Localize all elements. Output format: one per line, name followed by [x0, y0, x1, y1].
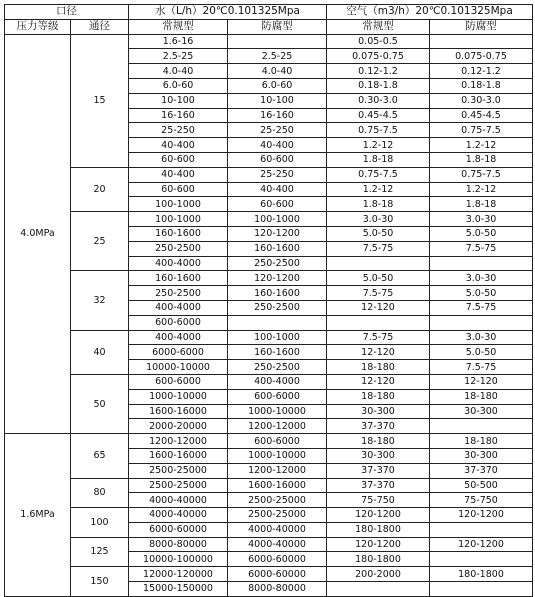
cell-water-anticorrosion: 160-1600 [228, 345, 327, 360]
cell-water-anticorrosion: 600-6000 [228, 434, 327, 449]
cell-air-normal: 5.0-50 [327, 226, 430, 241]
cell-air-anticorrosion: 120-1200 [430, 508, 533, 523]
cell-water-normal: 60-600 [129, 182, 228, 197]
cell-air-normal: 0.18-1.8 [327, 78, 430, 93]
nominal-diameter-cell: 80 [71, 478, 129, 508]
cell-air-anticorrosion [430, 552, 533, 567]
cell-air-anticorrosion: 75-750 [430, 493, 533, 508]
cell-water-anticorrosion: 250-2500 [228, 256, 327, 271]
cell-air-normal: 0.05-0.5 [327, 34, 430, 49]
cell-air-anticorrosion: 180-1800 [430, 567, 533, 582]
nominal-diameter-cell: 100 [71, 508, 129, 538]
cell-water-anticorrosion: 160-1600 [228, 241, 327, 256]
table-row [5, 374, 533, 389]
cell-water-normal: 4000-40000 [129, 508, 228, 523]
cell-air-normal: 37-370 [327, 419, 430, 434]
cell-air-anticorrosion: 5.0-50 [430, 286, 533, 301]
header-water-anticorrosion: 防腐型 [228, 19, 327, 34]
cell-air-normal: 200-2000 [327, 567, 430, 582]
header-air: 空气（m3/h）20℃0.101325Mpa [327, 5, 533, 20]
cell-air-normal: 0.75-7.5 [327, 123, 430, 138]
cell-water-anticorrosion: 1000-10000 [228, 404, 327, 419]
cell-water-normal: 400-4000 [129, 300, 228, 315]
cell-water-normal: 400-4000 [129, 330, 228, 345]
cell-water-anticorrosion [228, 34, 327, 49]
cell-air-anticorrosion [430, 315, 533, 330]
cell-water-anticorrosion: 40-400 [228, 182, 327, 197]
nominal-diameter-cell: 32 [71, 271, 129, 330]
cell-water-anticorrosion: 1200-12000 [228, 463, 327, 478]
cell-water-normal: 2500-25000 [129, 478, 228, 493]
cell-water-normal: 2000-20000 [129, 419, 228, 434]
cell-water-normal: 8000-80000 [129, 537, 228, 552]
table-row [5, 34, 533, 49]
header-caliber: 口径 [5, 5, 129, 20]
cell-air-anticorrosion: 5.0-50 [430, 226, 533, 241]
cell-air-normal: 7.5-75 [327, 241, 430, 256]
nominal-diameter-cell: 65 [71, 434, 129, 478]
pressure-class-cell: 4.0MPa [5, 34, 71, 434]
nominal-diameter-cell: 150 [71, 567, 129, 597]
cell-water-anticorrosion: 60-600 [228, 197, 327, 212]
table-row [5, 212, 533, 227]
cell-air-normal: 30-300 [327, 448, 430, 463]
cell-water-normal: 250-2500 [129, 286, 228, 301]
cell-water-normal: 1200-12000 [129, 434, 228, 449]
cell-water-anticorrosion: 25-250 [228, 167, 327, 182]
cell-water-normal: 25-250 [129, 123, 228, 138]
cell-water-normal: 2.5-25 [129, 49, 228, 64]
cell-air-anticorrosion: 3.0-30 [430, 271, 533, 286]
cell-air-normal: 1.2-12 [327, 138, 430, 153]
cell-water-anticorrosion: 6000-60000 [228, 567, 327, 582]
cell-air-anticorrosion: 30-300 [430, 404, 533, 419]
cell-air-normal: 18-180 [327, 360, 430, 375]
cell-water-anticorrosion: 250-2500 [228, 360, 327, 375]
cell-water-anticorrosion: 4.0-40 [228, 64, 327, 79]
cell-air-anticorrosion: 5.0-50 [430, 345, 533, 360]
cell-air-normal: 7.5-75 [327, 330, 430, 345]
table-row [5, 271, 533, 286]
flow-range-table [4, 4, 533, 597]
nominal-diameter-cell: 25 [71, 212, 129, 271]
cell-water-normal: 6.0-60 [129, 78, 228, 93]
cell-air-anticorrosion: 1.2-12 [430, 138, 533, 153]
cell-air-normal: 75-750 [327, 493, 430, 508]
cell-water-normal: 2500-25000 [129, 463, 228, 478]
cell-air-anticorrosion: 7.5-75 [430, 241, 533, 256]
cell-air-anticorrosion: 0.30-3.0 [430, 93, 533, 108]
table-row [5, 330, 533, 345]
cell-water-normal: 1.6-16 [129, 34, 228, 49]
cell-air-normal: 1.8-18 [327, 152, 430, 167]
cell-air-anticorrosion: 1.8-18 [430, 152, 533, 167]
cell-air-normal: 0.30-3.0 [327, 93, 430, 108]
cell-water-anticorrosion: 2500-25000 [228, 493, 327, 508]
cell-air-anticorrosion: 37-370 [430, 463, 533, 478]
cell-air-normal: 12-120 [327, 300, 430, 315]
cell-air-normal: 3.0-30 [327, 212, 430, 227]
cell-air-anticorrosion: 120-1200 [430, 537, 533, 552]
cell-air-anticorrosion [430, 522, 533, 537]
cell-water-normal: 250-2500 [129, 241, 228, 256]
nominal-diameter-cell: 40 [71, 330, 129, 374]
cell-air-anticorrosion: 0.75-7.5 [430, 167, 533, 182]
cell-water-anticorrosion: 40-400 [228, 138, 327, 153]
cell-water-normal: 10000-10000 [129, 360, 228, 375]
cell-water-normal: 40-400 [129, 138, 228, 153]
header-air-normal: 常规型 [327, 19, 430, 34]
cell-air-normal: 1.8-18 [327, 197, 430, 212]
cell-water-normal: 4.0-40 [129, 64, 228, 79]
table-body [5, 34, 533, 596]
cell-water-anticorrosion: 400-4000 [228, 374, 327, 389]
cell-water-normal: 600-6000 [129, 315, 228, 330]
cell-air-normal: 120-1200 [327, 537, 430, 552]
cell-air-normal [327, 582, 430, 597]
cell-air-normal [327, 256, 430, 271]
cell-water-anticorrosion: 25-250 [228, 123, 327, 138]
cell-water-anticorrosion: 1200-12000 [228, 419, 327, 434]
cell-water-normal: 400-4000 [129, 256, 228, 271]
table-row [5, 478, 533, 493]
cell-air-normal: 0.75-7.5 [327, 167, 430, 182]
cell-air-normal [327, 315, 430, 330]
cell-water-anticorrosion: 100-1000 [228, 330, 327, 345]
table-row [5, 537, 533, 552]
cell-water-normal: 1600-16000 [129, 448, 228, 463]
table-row [5, 167, 533, 182]
cell-air-normal: 5.0-50 [327, 271, 430, 286]
cell-air-anticorrosion: 18-180 [430, 389, 533, 404]
cell-water-normal: 15000-150000 [129, 582, 228, 597]
cell-water-normal: 100-1000 [129, 197, 228, 212]
cell-air-normal: 0.075-0.75 [327, 49, 430, 64]
cell-air-anticorrosion: 30-300 [430, 448, 533, 463]
cell-water-anticorrosion [228, 315, 327, 330]
cell-air-normal: 0.45-4.5 [327, 108, 430, 123]
cell-water-normal: 10-100 [129, 93, 228, 108]
cell-air-anticorrosion [430, 582, 533, 597]
cell-water-anticorrosion: 10-100 [228, 93, 327, 108]
cell-air-anticorrosion: 0.75-7.5 [430, 123, 533, 138]
cell-water-anticorrosion: 160-1600 [228, 286, 327, 301]
cell-air-anticorrosion: 0.18-1.8 [430, 78, 533, 93]
cell-air-anticorrosion: 18-180 [430, 434, 533, 449]
cell-water-anticorrosion: 16-160 [228, 108, 327, 123]
cell-water-normal: 10000-100000 [129, 552, 228, 567]
table-row [5, 508, 533, 523]
cell-air-normal: 12-120 [327, 374, 430, 389]
nominal-diameter-cell: 50 [71, 374, 129, 433]
cell-water-normal: 6000-60000 [129, 522, 228, 537]
cell-water-anticorrosion: 6000-60000 [228, 552, 327, 567]
cell-water-normal: 600-6000 [129, 374, 228, 389]
cell-water-normal: 60-600 [129, 152, 228, 167]
cell-water-normal: 160-1600 [129, 271, 228, 286]
header-pressure: 压力等级 [5, 19, 71, 34]
cell-water-normal: 6000-6000 [129, 345, 228, 360]
cell-air-anticorrosion: 0.075-0.75 [430, 49, 533, 64]
cell-water-anticorrosion: 120-1200 [228, 271, 327, 286]
cell-air-normal: 18-180 [327, 434, 430, 449]
cell-water-anticorrosion: 120-1200 [228, 226, 327, 241]
cell-air-anticorrosion: 7.5-75 [430, 300, 533, 315]
nominal-diameter-cell: 125 [71, 537, 129, 567]
cell-water-normal: 12000-120000 [129, 567, 228, 582]
cell-air-anticorrosion: 50-500 [430, 478, 533, 493]
cell-water-normal: 160-1600 [129, 226, 228, 241]
cell-water-anticorrosion: 6.0-60 [228, 78, 327, 93]
cell-air-normal: 0.12-1.2 [327, 64, 430, 79]
nominal-diameter-cell: 15 [71, 34, 129, 167]
cell-air-anticorrosion: 0.12-1.2 [430, 64, 533, 79]
cell-water-anticorrosion: 4000-40000 [228, 522, 327, 537]
cell-water-normal: 4000-40000 [129, 493, 228, 508]
cell-water-anticorrosion: 2.5-25 [228, 49, 327, 64]
cell-water-normal: 100-1000 [129, 212, 228, 227]
header-water-normal: 常规型 [129, 19, 228, 34]
cell-air-normal: 37-370 [327, 463, 430, 478]
cell-water-normal: 40-400 [129, 167, 228, 182]
cell-air-anticorrosion: 3.0-30 [430, 212, 533, 227]
cell-water-normal: 16-160 [129, 108, 228, 123]
table-row [5, 567, 533, 582]
cell-water-anticorrosion: 100-1000 [228, 212, 327, 227]
cell-water-normal: 1600-16000 [129, 404, 228, 419]
cell-water-anticorrosion: 250-2500 [228, 300, 327, 315]
cell-air-normal: 1.2-12 [327, 182, 430, 197]
header-water: 水（L/h）20℃0.101325Mpa [129, 5, 327, 20]
cell-air-anticorrosion: 12-120 [430, 374, 533, 389]
cell-water-anticorrosion: 2500-25000 [228, 508, 327, 523]
cell-air-normal: 12-120 [327, 345, 430, 360]
cell-air-anticorrosion: 1.2-12 [430, 182, 533, 197]
cell-air-anticorrosion: 1.8-18 [430, 197, 533, 212]
cell-air-anticorrosion: 3.0-30 [430, 330, 533, 345]
cell-water-anticorrosion: 600-6000 [228, 389, 327, 404]
cell-water-anticorrosion: 8000-80000 [228, 582, 327, 597]
header-air-anticorrosion: 防腐型 [430, 19, 533, 34]
cell-air-normal: 7.5-75 [327, 286, 430, 301]
nominal-diameter-cell: 20 [71, 167, 129, 211]
cell-air-normal: 180-1800 [327, 552, 430, 567]
cell-air-normal: 120-1200 [327, 508, 430, 523]
cell-air-anticorrosion [430, 34, 533, 49]
cell-water-normal: 1000-10000 [129, 389, 228, 404]
cell-water-anticorrosion: 1000-10000 [228, 448, 327, 463]
cell-air-anticorrosion [430, 256, 533, 271]
header-diameter: 通径 [71, 19, 129, 34]
cell-water-anticorrosion: 1600-16000 [228, 478, 327, 493]
cell-air-normal: 30-300 [327, 404, 430, 419]
cell-water-anticorrosion: 60-600 [228, 152, 327, 167]
cell-air-anticorrosion: 0.45-4.5 [430, 108, 533, 123]
cell-air-anticorrosion [430, 419, 533, 434]
cell-air-anticorrosion: 7.5-75 [430, 360, 533, 375]
cell-air-normal: 37-370 [327, 478, 430, 493]
cell-water-anticorrosion: 4000-40000 [228, 537, 327, 552]
cell-air-normal: 180-1800 [327, 522, 430, 537]
table-row [5, 434, 533, 449]
pressure-class-cell: 1.6MPa [5, 434, 71, 597]
cell-air-normal: 18-180 [327, 389, 430, 404]
